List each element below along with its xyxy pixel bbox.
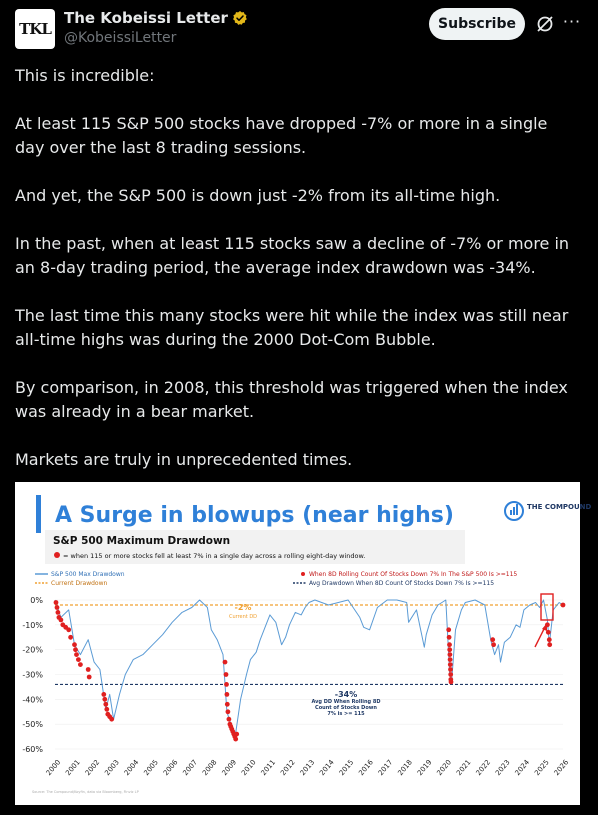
blowup-marker (224, 672, 229, 677)
x-tick-label: 2021 (454, 758, 473, 778)
blowup-marker (225, 692, 230, 697)
post-image[interactable] (15, 482, 592, 805)
y-tick-label: -20% (22, 645, 43, 655)
post-paragraph: This is incredible: (15, 66, 155, 85)
legend-swatch-markers (301, 572, 305, 576)
x-tick-label: 2012 (279, 758, 297, 778)
blowup-marker (234, 732, 239, 737)
avatar[interactable]: TKL (15, 9, 55, 49)
x-tick-label: 2001 (64, 758, 82, 778)
chart-subtitle: S&P 500 Maximum Drawdown (53, 535, 231, 547)
x-tick-label: 2016 (357, 758, 375, 778)
more-options-icon[interactable]: ··· (562, 12, 582, 31)
blowup-marker (78, 662, 83, 667)
blowup-marker (446, 627, 451, 632)
x-tick-label: 2000 (44, 758, 63, 778)
post-paragraph: The last time this many stocks were hit while the index was still near all-time highs was during the 2000 Dot-Com Bubble. (15, 306, 569, 349)
x-tick-label: 2022 (474, 758, 493, 778)
marker-legend-icon (54, 552, 60, 558)
current-dd-value: -2% (234, 603, 252, 612)
blowup-marker (448, 662, 453, 667)
x-tick-label: 2005 (142, 758, 160, 778)
x-tick-label: 2008 (200, 758, 219, 778)
y-tick-label: -50% (22, 720, 43, 730)
blowup-marker (103, 702, 108, 707)
x-tick-label: 2010 (240, 758, 258, 778)
blowup-marker (66, 627, 71, 632)
legend-markers: When 8D Rolling Count Of Stocks Down 7% In The S&P 500 Is >=115 (309, 571, 518, 578)
post-paragraph: By comparison, in 2008, this threshold was triggered when the index was already in a bear market. (15, 378, 568, 421)
x-tick-label: 2009 (220, 758, 239, 778)
blowup-marker (490, 637, 495, 642)
x-tick-label: 2007 (181, 758, 200, 778)
blowup-marker (73, 647, 78, 652)
blowup-marker (226, 709, 231, 714)
y-tick-label: -60% (22, 745, 43, 754)
x-tick-label: 2015 (337, 758, 356, 778)
blowup-marker (55, 605, 60, 610)
x-tick-label: 2014 (318, 758, 336, 778)
blowup-marker (74, 652, 79, 657)
drawdown-chart (15, 482, 592, 805)
post-paragraph: Markets are truly in unprecedented times. (15, 450, 353, 469)
blowup-marker (87, 675, 92, 680)
x-tick-label: 2004 (122, 758, 141, 778)
x-tick-label: 2020 (435, 758, 454, 778)
blowup-marker (547, 642, 552, 647)
blowup-marker (86, 667, 91, 672)
y-tick-label: -10% (22, 620, 43, 630)
post-paragraph: In the past, when at least 115 stocks saw a decline of -7% or more in an 8-day trading period, the average index drawdown was -34%. (15, 234, 570, 277)
post-paragraph: At least 115 S&P 500 stocks have dropped -7% or more in a single day over the last 8 trading sessions. (15, 114, 548, 157)
x-tick-label: 2023 (494, 758, 512, 778)
subscribe-button[interactable]: Subscribe (429, 8, 525, 40)
blowup-marker (491, 642, 496, 647)
avg-dd-value: -34% (334, 690, 358, 699)
blowup-marker (227, 717, 232, 722)
verified-badge-icon (232, 10, 248, 26)
blowup-marker (448, 667, 453, 672)
grok-icon[interactable] (535, 14, 555, 34)
blowup-marker (224, 682, 229, 687)
blowup-marker (56, 610, 61, 615)
blowup-marker (102, 697, 107, 702)
headline-accent-bar (36, 495, 41, 533)
author-handle[interactable]: @KobeissiLetter (64, 30, 177, 46)
post-header (0, 0, 598, 60)
x-tick-label: 2025 (533, 758, 551, 778)
blowup-marker (561, 603, 566, 608)
blowup-marker (54, 600, 59, 605)
brand-name: THE COMPOUND (527, 503, 592, 511)
author-name-row (64, 9, 248, 27)
blowup-marker (447, 647, 452, 652)
x-tick-label: 2011 (259, 758, 278, 778)
legend-drawdown: S&P 500 Max Drawdown (51, 571, 125, 578)
blowup-marker (109, 717, 114, 722)
blowup-marker (233, 737, 238, 742)
blowup-marker (449, 680, 454, 685)
x-tick-label: 2026 (552, 758, 571, 778)
blowup-marker (223, 660, 228, 665)
x-tick-label: 2006 (161, 758, 180, 778)
blowup-marker (68, 635, 73, 640)
x-tick-label: 2003 (103, 758, 121, 778)
y-tick-label: -30% (22, 670, 43, 680)
chart-source: Source: The Compound/Koyfin, data via Bloomberg, Finviz LP (32, 790, 139, 794)
author-name[interactable]: The Kobeissi Letter (64, 9, 228, 27)
blowup-marker (76, 657, 81, 662)
y-tick-label: 0% (30, 596, 43, 605)
legend-avg: Avg Drawdown When 8D Count Of Stocks Down 7% Is >=115 (309, 580, 495, 587)
post-text (15, 64, 575, 496)
chart-headline: A Surge in blowups (near highs) (55, 503, 454, 528)
current-dd-label: Current DD (228, 614, 258, 620)
x-tick-label: 2018 (396, 758, 414, 778)
post-paragraph: And yet, the S&P 500 is down just -2% from its all-time high. (15, 186, 501, 205)
x-tick-label: 2013 (298, 758, 317, 778)
blowup-marker (547, 637, 552, 642)
legend-current: Current Drawdown (51, 580, 108, 587)
blowup-marker (448, 652, 453, 657)
blowup-marker (59, 618, 64, 623)
blowup-marker (448, 657, 453, 662)
blowup-marker (72, 642, 77, 647)
x-tick-label: 2017 (376, 758, 395, 778)
blowup-marker (225, 702, 230, 707)
blowup-marker (447, 635, 452, 640)
avg-dd-label: Avg DD When Rolling 8D Count of Stocks Down 7% is >= 115 (311, 699, 381, 717)
x-tick-label: 2019 (415, 758, 434, 778)
x-tick-label: 2002 (83, 758, 102, 778)
blowup-marker (101, 692, 106, 697)
y-tick-label: -40% (22, 695, 43, 705)
blowup-marker (104, 707, 109, 712)
chart-caption: = when 115 or more stocks fell at least 7% in a single day across a rolling eight-day window. (63, 552, 366, 560)
x-tick-label: 2024 (513, 758, 532, 778)
blowup-marker (447, 642, 452, 647)
blowup-marker (448, 672, 453, 677)
